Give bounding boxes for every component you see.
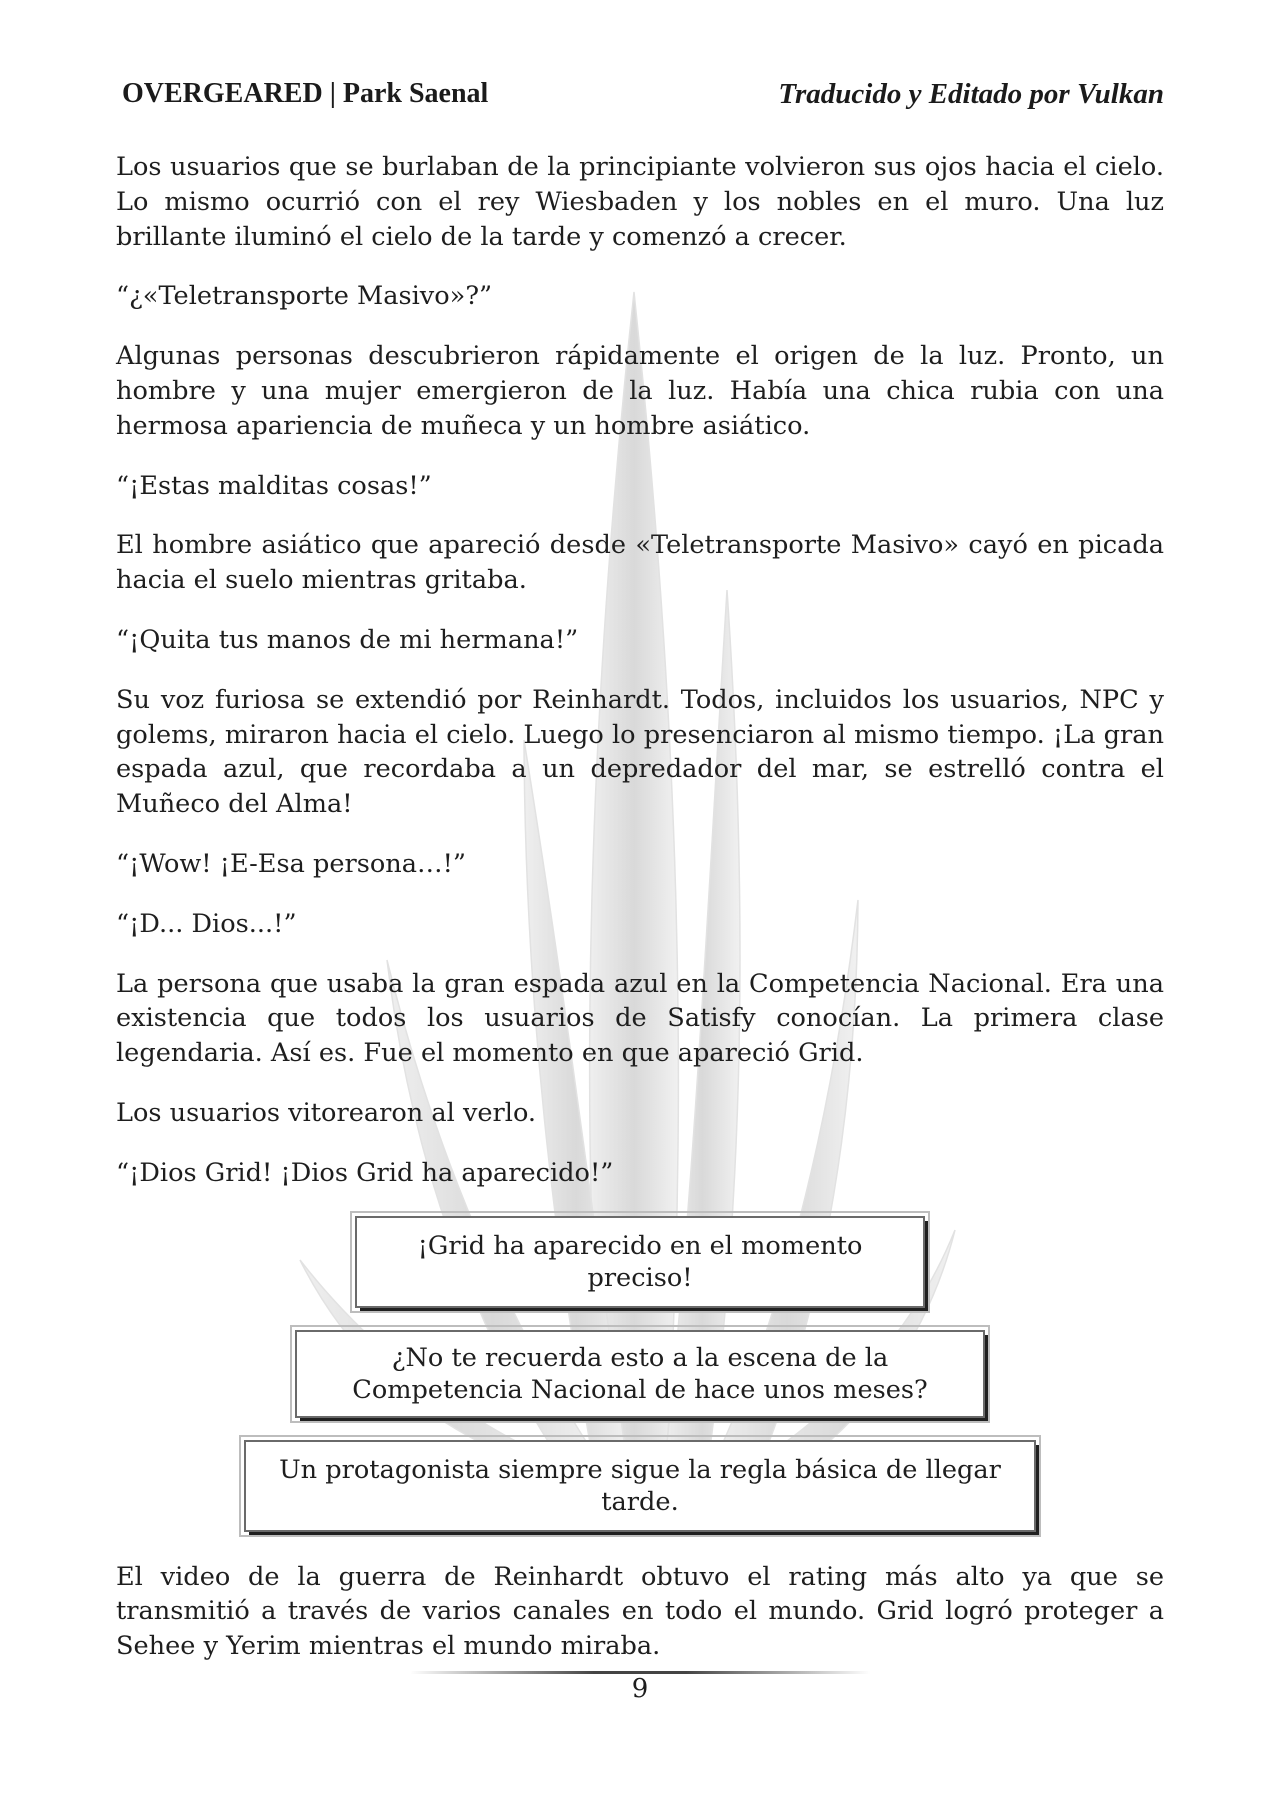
paragraph: Los usuarios vitorearon al verlo. bbox=[116, 1097, 537, 1128]
paragraph: Su voz furiosa se extendió por Reinhardt. Todos, incluidos los usuarios, NPC y golems, miraron hacia el cielo. Luego lo presenciaron al mismo tiempo. ¡La gran espada azul, que recordaba a un depredador del mar, se estrelló contra el Muñeco del Alma! bbox=[116, 684, 1164, 820]
paragraph: El video de la guerra de Reinhardt obtuvo el rating más alto ya que se transmitió a través de varios canales en todo el mundo. Grid logró proteger a Sehee y Yerim mientras el mundo miraba. bbox=[116, 1561, 1164, 1662]
paragraph: Algunas personas descubrieron rápidamente el origen de la luz. Pronto, un hombre y una mujer emergieron de la luz. Había una chica rubia con una hermosa apariencia de muñeca y un hombre asiático. bbox=[116, 341, 1164, 441]
notice-box: ¡Grid ha aparecido en el momento preciso! bbox=[355, 1216, 925, 1308]
paragraph: “¡D... Dios...!” bbox=[116, 908, 297, 939]
paragraph: “¡Estas malditas cosas!” bbox=[116, 470, 432, 501]
page-number: 9 bbox=[631, 1674, 649, 1704]
paragraph: El hombre asiático que apareció desde «Teletransporte Masivo» cayó en picada hacia el suelo mientras gritaba. bbox=[116, 530, 1164, 596]
paragraph: “¡Wow! ¡E-Esa persona…!” bbox=[116, 848, 466, 879]
header-title: OVERGEARED | Park Saenal bbox=[122, 78, 489, 109]
paragraph: La persona que usaba la gran espada azul en la Competencia Nacional. Era una existencia que todos los usuarios de Satisfy conocían. La primera clase legendaria. Así es. Fue el momento en que apareció Grid. bbox=[116, 968, 1164, 1069]
page-header bbox=[122, 74, 1164, 114]
notice-box: ¿No te recuerda esto a la escena de la Competencia Nacional de hace unos meses? bbox=[295, 1330, 985, 1418]
header-credit: Traducido y Editado por Vulkan bbox=[778, 77, 1164, 110]
paragraph: “¡Quita tus manos de mi hermana!” bbox=[116, 624, 579, 655]
body-text bbox=[116, 150, 1164, 1689]
paragraph: “¡Dios Grid! ¡Dios Grid ha aparecido!” bbox=[116, 1157, 614, 1188]
notice-box: Un protagonista siempre sigue la regla básica de llegar tarde. bbox=[244, 1440, 1036, 1532]
paragraph: “¿«Teletransporte Masivo»?” bbox=[116, 281, 493, 312]
system-notices bbox=[116, 1216, 1164, 1532]
paragraph: Los usuarios que se burlaban de la principiante volvieron sus ojos hacia el cielo. Lo mismo ocurrió con el rey Wiesbaden y los nobles en el muro. Una luz brillante iluminó el cielo de la tarde y comenzó a crecer. bbox=[116, 152, 1164, 252]
